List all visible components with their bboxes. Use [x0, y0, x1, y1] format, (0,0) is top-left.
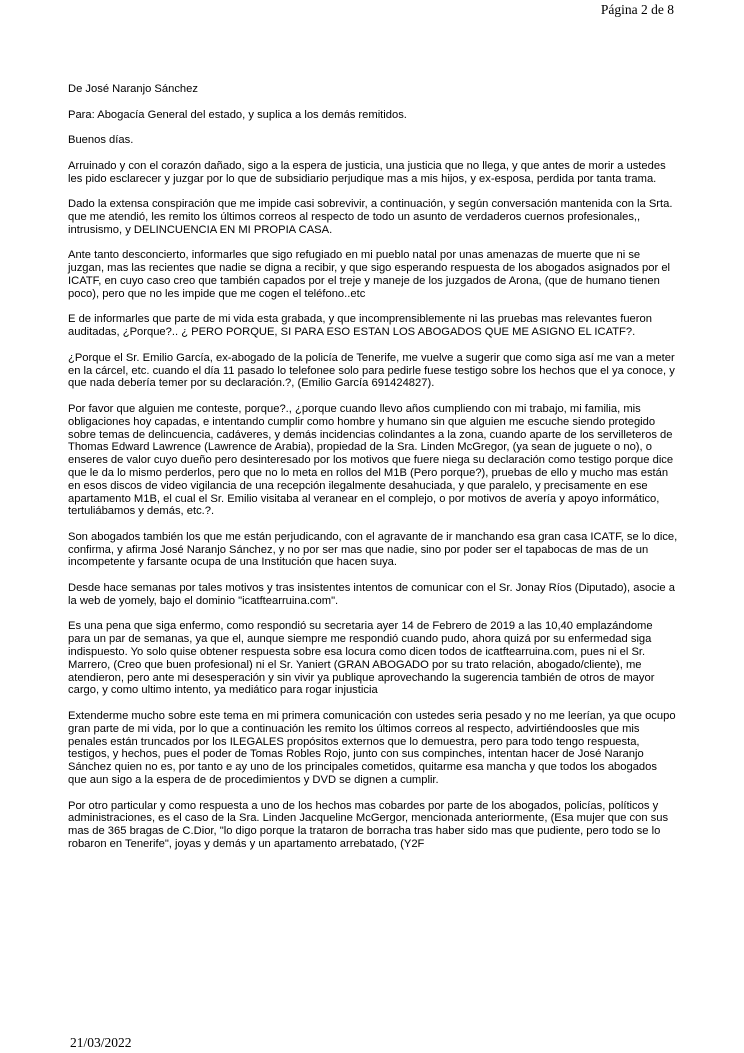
paragraph: Desde hace semanas por tales motivos y tras insistentes intentos de comunicar con el Sr. Jonay Ríos (Diputado), asocie a la web de yomely, bajo el dominio "icatftearruina.com". [68, 582, 675, 607]
letter-greeting: Buenos días. [68, 134, 134, 147]
footer-date: 21/03/2022 [70, 1035, 132, 1050]
paragraph: E de informarles que parte de mi vida esta grabada, y que incomprensiblemente ni las pruebas mas relevantes fueron auditadas, ¿Porque?.. ¿ PERO PORQUE, SI PARA ESO ESTAN LOS ABOGADOS QUE ME ASIGNO EL ICATF?. [68, 313, 652, 339]
paragraph: Arruinado y con el corazón dañado, sigo a la espera de justicia, una justicia que no llega, y que antes de morir a ustedes les pido esclarecer y juzgar por lo que de subsidiario perjudique mas a mis hijos, y ex-esposa, perdida por tanta trama. [68, 159, 666, 185]
letter-sender: De José Naranjo Sánchez [68, 83, 198, 95]
paragraph: Ante tanto desconcierto, informarles que sigo refugiado en mi pueblo natal por unas amenazas de muerte que ni se juzgan, mas las recientes que nadie se digna a recibir, y que sigo esperando respuesta de los abogados asignados por el ICATF, en cuyo caso creo que también capados por el treje y maneje de los juzgados de Arona, (que de humano tienen poco), pero que no les impide que me cogen el teléfono..etc [68, 249, 671, 300]
letter-recipient: Para: Abogacía General del estado, y suplica a los demás remitidos. [68, 108, 407, 121]
paragraph: Dado la extensa conspiración que me impide casi sobrevivir, a continuación, y según conversación mantenida con la Srta. que me atendió, les remito los últimos correos al respecto de todo un asunto de verdaderos cuernos profesionales,, intrusismo, y DELINCUENCIA EN MI PROPIA CASA. [68, 198, 673, 236]
paragraph: Es una pena que siga enfermo, como respondió su secretaria ayer 14 de Febrero de 2019 a las 10,40 emplazándome para un par de semanas, ya que el, aunque siempre me respondió cuando pudo, ahora quizá por su enfermedad siga indispuesto. Yo solo quise obtener respuesta sobre esa locura como dicen todos de icatftearruina.com, pues ni el Sr. Marrero, (Creo que buen profesional) ni el Sr. Yaniert (GRAN ABOGADO por su trato relación, abogado/cliente), me atendieron, pero ante mi desesperación y sin vivir ya publique aprovechando la sugerencia también de otros de mayor cargo, y como ultimo intento, ya mediático para rogar injusticia [68, 620, 655, 697]
paragraph: Por otro particular y como respuesta a uno de los hechos mas cobardes por parte de los abogados, policías, políticos y administraciones, es el caso de la Sra. Linden Jacqueline McGergor, mencionada anteriormente, (Esa mujer que con sus mas de 365 bragas de C.Dior, "lo digo porque la trataron de borracha tras haber sido mas que pudiente, pero todo se lo robaron en Tenerife", joyas y demás y un apartamento arrebatado, (Y2F [68, 799, 669, 851]
paragraph: Extenderme mucho sobre este tema en mi primera comunicación con ustedes seria pesado y no me leerían, ya que ocupo gran parte de mi vida, por lo que a continuación les remito los últimos correos al respecto, advirtiéndoosles que mis penales están truncados por los ILEGALES propósitos externos que lo demuestra, pero para todo tengo respuesta, testigos, y hechos, pues el poder de Tomas Robles Rojo, junto con sus compinches, intentan hacer de José Naranjo Sánchez quien no es, por tanto e ay uno de los principales cometidos, quitarme esa mancha y que todos los abogados que aun sigo a la espera de de procedimientos y DVD se dignen a cumplir. [68, 710, 676, 787]
paragraph: Son abogados también los que me están perjudicando, con el agravante de ir manchando esa gran casa ICATF, se lo dice, confirma, y afirma José Naranjo Sánchez, y no por ser mas que nadie, sino por poder ser el tapabocas de mas de un incompetente y farsante ocupa de una Institución que hacen suya. [68, 530, 678, 569]
paragraph: ¿Porque el Sr. Emilio García, ex-abogado de la policía de Tenerife, me vuelve a sugerir que como siga así me van a meter en la cárcel, etc. cuando el día 11 pasado lo telefonee solo para pedirle fuese testigo sobre los hechos que el ya conoce, y que nada debería temer por su declaración.?, (Emilio García 691424827). [68, 351, 675, 390]
paragraph: Por favor que alguien me conteste, porque?., ¿porque cuando llevo años cumpliendo con mi trabajo, mi familia, mis obligaciones hoy capadas, e intentando cumplir como hombre y humano sin que alguien me escuche siendo protegido sobre temas de delincuencia, cadáveres, y demás incidencias colindantes a la zona, cuando aparte de los servilleteros de Thomas Edward Lawrence (Lawrence de Arabia), propiedad de la Sra. Linden McGregor, (ya sean de juguete o no), o enseres de valor cuyo dueño pero desinteresado por los motivos que fuere niega su declaración como testigo porque dice que le da lo mismo perderlos, pero que no lo meta en rollos del M1B (Pero porque?), pruebas de ello y mucho mas están en esos discos de video vigilancia de una recepción ilegalmente desahuciada, y que paralelo, y precisamente en ese apartamento M1B, el cual el Sr. Emilio visitaba al veranear en el complejo, o por motivos de avería y apoyo informático, tertuliábamos y demás, etc.?. [68, 402, 674, 518]
letter-body [68, 83, 678, 864]
page-number: Página 2 de 8 [600, 2, 674, 17]
